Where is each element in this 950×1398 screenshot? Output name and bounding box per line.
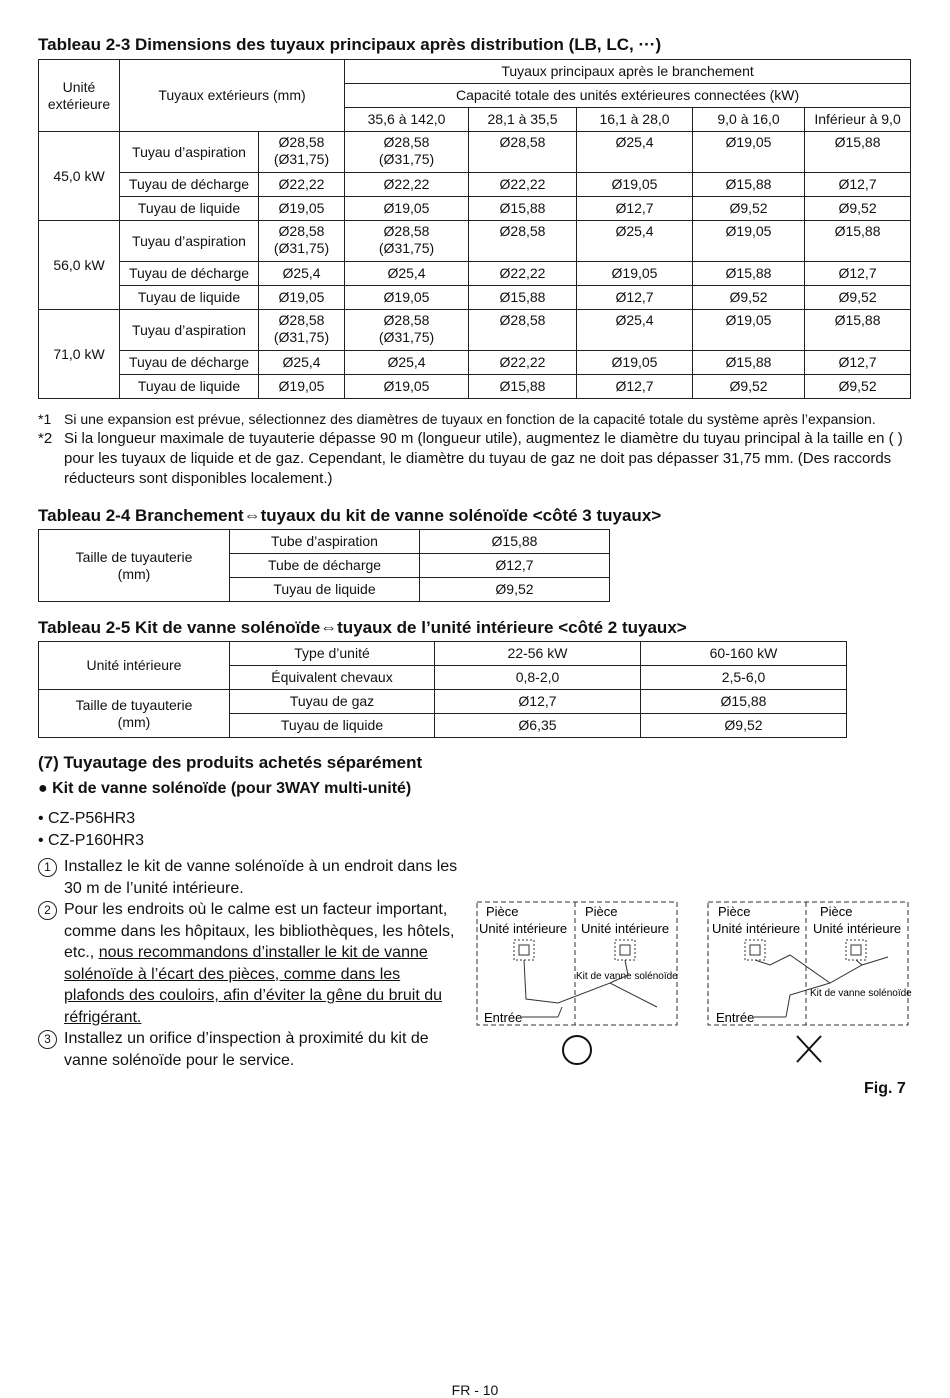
page-number: FR - 10 [451, 1382, 499, 1398]
main-pipe-size: Ø19,05 [693, 221, 805, 262]
table-cell: Équivalent chevaux [230, 666, 435, 690]
main-pipe-size: Ø19,05 [577, 173, 693, 197]
main-pipe-size: Ø15,88 [693, 262, 805, 286]
table-row [39, 351, 911, 375]
kit-label: Kit de vanne solénoïde [810, 988, 912, 999]
main-pipe-size: Ø25,4 [577, 310, 693, 351]
outdoor-pipe-size: Ø28,58 (Ø31,75) [259, 310, 345, 351]
table-row [39, 375, 911, 399]
main-pipe-size: Ø15,88 [805, 310, 911, 351]
header-capacity-range: 28,1 à 35,5 [469, 108, 577, 132]
kit-label: Kit de vanne solénoïde [576, 971, 678, 982]
outdoor-pipe-size: Ø25,4 [259, 351, 345, 375]
table-cell: Ø6,35 [435, 714, 641, 738]
steps-list [38, 856, 458, 1071]
main-pipe-size: Ø9,52 [693, 286, 805, 310]
table-cell: Tuyau de liquide [230, 714, 435, 738]
outdoor-pipe-size: Ø19,05 [259, 286, 345, 310]
main-pipe-size: Ø15,88 [693, 173, 805, 197]
outdoor-pipe-size: Ø28,58 (Ø31,75) [259, 132, 345, 173]
main-pipe-size: Ø22,22 [345, 173, 469, 197]
header-outdoor-unit: Unité extérieure [39, 60, 120, 132]
outdoor-pipe-size: Ø25,4 [259, 262, 345, 286]
main-pipe-size: Ø12,7 [805, 262, 911, 286]
header-outdoor-pipes: Tuyaux extérieurs (mm) [120, 60, 345, 132]
main-pipe-size: Ø19,05 [693, 310, 805, 351]
main-pipe-size: Ø12,7 [577, 197, 693, 221]
model-list [38, 808, 144, 852]
main-pipe-size: Ø12,7 [577, 375, 693, 399]
main-pipe-size: Ø19,05 [345, 286, 469, 310]
table-row [39, 310, 911, 351]
figure-7 [470, 895, 915, 1075]
step-1: 1 Installez le kit de vanne solénoïde à un endroit dans les 30 m de l’unité intérieure. [38, 856, 458, 899]
pipe-type: Tuyau d’aspiration [120, 310, 259, 351]
table-cell: Ø9,52 [420, 578, 610, 602]
outdoor-pipe-size: Ø28,58 (Ø31,75) [259, 221, 345, 262]
header-capacity-range: 35,6 à 142,0 [345, 108, 469, 132]
outdoor-pipe-size: Ø19,05 [259, 197, 345, 221]
main-pipe-size: Ø28,58 [469, 221, 577, 262]
main-pipe-size: Ø19,05 [693, 132, 805, 173]
entry-label: Entrée [484, 1010, 523, 1025]
main-pipe-size: Ø12,7 [805, 351, 911, 375]
pipe-type: Tuyau de liquide [120, 197, 259, 221]
main-pipe-size: Ø25,4 [577, 221, 693, 262]
main-pipe-size: Ø28,58 [469, 132, 577, 173]
table-2-5 [38, 641, 847, 738]
table-cell: Tube de décharge [230, 554, 420, 578]
pipe-type: Tuyau de décharge [120, 173, 259, 197]
section-7-subheading: ● Kit de vanne solénoïde (pour 3WAY multi-unité) [38, 780, 412, 797]
table-2-4-title: Tableau 2-4 Branchement⇔tuyaux du kit de vanne solénoïde <côté 3 tuyaux> [38, 506, 662, 525]
model-item: • CZ-P56HR3 [38, 810, 136, 827]
table-2-4 [38, 529, 610, 602]
table-cell: Ø15,88 [420, 530, 610, 554]
step-number: 3 [38, 1030, 57, 1049]
pipe-type: Tuyau de décharge [120, 262, 259, 286]
main-pipe-size: Ø28,58 (Ø31,75) [345, 132, 469, 173]
main-pipe-size: Ø28,58 (Ø31,75) [345, 221, 469, 262]
indoor-unit-icon [615, 940, 635, 960]
table-row [39, 197, 911, 221]
room-label: Pièce [718, 904, 751, 919]
indoor-unit-label: Unité intérieure [813, 921, 902, 936]
table-row [39, 221, 911, 262]
main-pipe-size: Ø19,05 [577, 262, 693, 286]
outdoor-unit-capacity: 56,0 kW [39, 221, 120, 310]
header-capacity-range: 9,0 à 16,0 [693, 108, 805, 132]
main-pipe-size: Ø15,88 [469, 375, 577, 399]
table-row [39, 132, 911, 173]
main-pipe-size: Ø12,7 [577, 286, 693, 310]
indoor-unit-icon [846, 940, 866, 960]
table-cell: 22-56 kW [435, 642, 641, 666]
indoor-unit-label: Unité intérieure [581, 921, 670, 936]
table-2-5-size-label: Taille de tuyauterie (mm) [39, 690, 230, 738]
header-main-pipes: Tuyaux principaux après le branchement [345, 60, 911, 84]
main-pipe-size: Ø25,4 [345, 351, 469, 375]
room-label: Pièce [820, 904, 853, 919]
table-cell: Tuyau de liquide [230, 578, 420, 602]
main-pipe-size: Ø9,52 [693, 197, 805, 221]
table-cell: 60-160 kW [641, 642, 847, 666]
step-3: 3 Installez un orifice d’inspection à proximité du kit de vanne solénoïde pour le service. [38, 1028, 458, 1071]
main-pipe-size: Ø12,7 [805, 173, 911, 197]
table-cell: Type d’unité [230, 642, 435, 666]
main-pipe-size: Ø19,05 [577, 351, 693, 375]
table-cell: Ø15,88 [641, 690, 847, 714]
indoor-unit-icon [745, 940, 765, 960]
main-pipe-size: Ø9,52 [805, 286, 911, 310]
room-label: Pièce [585, 904, 618, 919]
step-2-emphasis: nous recommandons d’installer le kit de vanne solénoïde à l’écart des pièces, comme dans les plafonds des couloirs, afin d’éviter la gêne du bruit du réfrigérant. [64, 944, 443, 1026]
table-row [39, 173, 911, 197]
table-cell: Tuyau de gaz [230, 690, 435, 714]
recommended-circle-icon [563, 1036, 591, 1064]
main-pipe-size: Ø19,05 [345, 197, 469, 221]
pipe-type: Tuyau d’aspiration [120, 221, 259, 262]
table-2-5-title: Tableau 2-5 Kit de vanne solénoïde⇔tuyaux de l’unité intérieure <côté 2 tuyaux> [38, 618, 687, 637]
table-2-5-unit-label: Unité intérieure [39, 642, 230, 690]
main-pipe-size: Ø22,22 [469, 351, 577, 375]
outdoor-pipe-size: Ø22,22 [259, 173, 345, 197]
main-pipe-size: Ø9,52 [805, 375, 911, 399]
figure-caption: Fig. 7 [864, 1080, 906, 1097]
header-capacity-range: 16,1 à 28,0 [577, 108, 693, 132]
table-2-3 [38, 59, 911, 399]
main-pipe-size: Ø28,58 [469, 310, 577, 351]
table-cell: 2,5-6,0 [641, 666, 847, 690]
header-capacity-range: Inférieur à 9,0 [805, 108, 911, 132]
pipe-type: Tuyau d’aspiration [120, 132, 259, 173]
diagram-recommended [477, 902, 678, 1064]
header-capacity: Capacité totale des unités extérieures connectées (kW) [345, 84, 911, 108]
diagram-not-recommended [708, 902, 912, 1062]
room-label: Pièce [486, 904, 519, 919]
table-cell: Tube d’aspiration [230, 530, 420, 554]
footnote-1: *1 Si une expansion est prévue, sélectionnez des diamètres de tuyaux en fonction de la capacité totale du système après l’expansion. [38, 411, 876, 427]
main-pipe-size: Ø15,88 [469, 197, 577, 221]
footnote-2: *2 Si la longueur maximale de tuyauterie dépasse 90 m (longueur utile), augmentez le diamètre du tuyau principal à la taille en ( ) pour les tuyaux de liquide et de gaz. Cependant, le diamètre du tuyau de gaz ne doit pas dépasser 31,75 mm. (Des raccords réducteurs sont disponibles localement.) [38, 430, 903, 487]
step-number: 1 [38, 858, 57, 877]
main-pipe-size: Ø19,05 [345, 375, 469, 399]
table-cell: 0,8-2,0 [435, 666, 641, 690]
main-pipe-size: Ø15,88 [805, 132, 911, 173]
table-2-4-label: Taille de tuyauterie (mm) [39, 530, 230, 602]
pipe-type: Tuyau de décharge [120, 351, 259, 375]
main-pipe-size: Ø15,88 [805, 221, 911, 262]
indoor-unit-label: Unité intérieure [712, 921, 801, 936]
main-pipe-size: Ø22,22 [469, 173, 577, 197]
footnotes [38, 409, 918, 489]
main-pipe-size: Ø15,88 [469, 286, 577, 310]
pipe-type: Tuyau de liquide [120, 375, 259, 399]
table-cell: Ø12,7 [435, 690, 641, 714]
table-cell: Ø9,52 [641, 714, 847, 738]
main-pipe-size: Ø25,4 [577, 132, 693, 173]
table-row [39, 286, 911, 310]
main-pipe-size: Ø15,88 [693, 351, 805, 375]
outdoor-unit-capacity: 45,0 kW [39, 132, 120, 221]
table-2-3-title: Tableau 2-3 Dimensions des tuyaux principaux après distribution (LB, LC, ···) [38, 35, 662, 54]
step-number: 2 [38, 901, 57, 920]
main-pipe-size: Ø25,4 [345, 262, 469, 286]
step-2: 2 Pour les endroits où le calme est un facteur important, comme dans les hôpitaux, les bibliothèques, les hôtels, etc., nous recommandons d’installer le kit de vanne solénoïde à l’écart des pièces, comme dans les plafonds des couloirs, afin d’éviter la gêne du bruit du réfrigérant. [38, 899, 458, 1028]
main-pipe-size: Ø28,58 (Ø31,75) [345, 310, 469, 351]
outdoor-unit-capacity: 71,0 kW [39, 310, 120, 399]
table-cell: Ø12,7 [420, 554, 610, 578]
main-pipe-size: Ø22,22 [469, 262, 577, 286]
indoor-unit-label: Unité intérieure [479, 921, 568, 936]
outdoor-pipe-size: Ø19,05 [259, 375, 345, 399]
main-pipe-size: Ø9,52 [693, 375, 805, 399]
main-pipe-size: Ø9,52 [805, 197, 911, 221]
model-item: • CZ-P160HR3 [38, 832, 145, 849]
indoor-unit-icon [514, 940, 534, 960]
section-7-heading: (7) Tuyautage des produits achetés séparément [38, 753, 423, 772]
pipe-type: Tuyau de liquide [120, 286, 259, 310]
entry-label: Entrée [716, 1010, 755, 1025]
table-row [39, 262, 911, 286]
